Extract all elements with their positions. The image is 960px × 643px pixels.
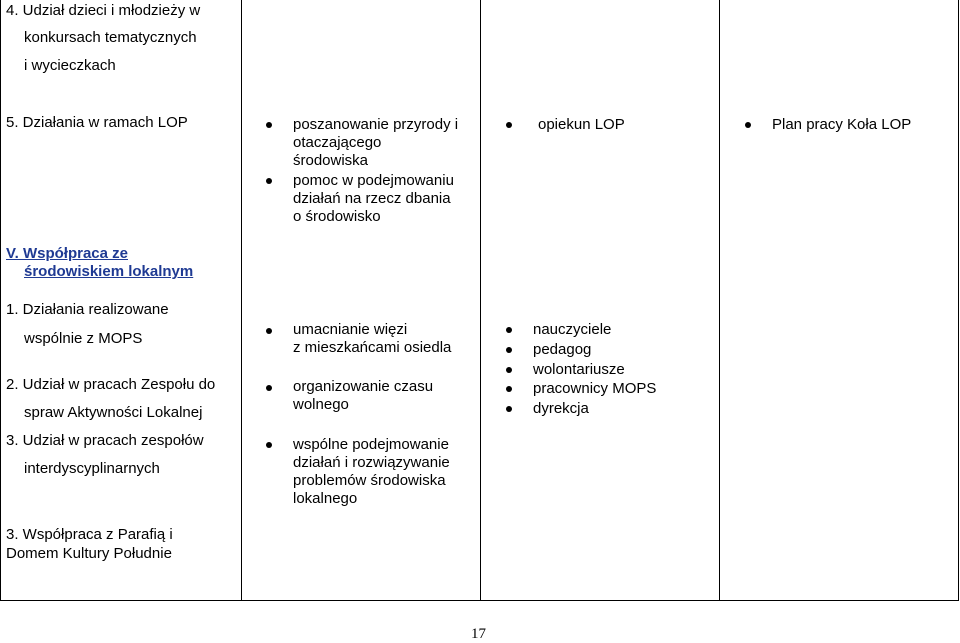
item5-label: 5. Działania w ramach LOP <box>6 114 188 131</box>
bullet-icon <box>266 442 272 448</box>
bullet-icon <box>266 122 272 128</box>
env-goal-3-line3: problemów środowiska <box>293 472 446 489</box>
sub1-line1: 1. Działania realizowane <box>6 301 169 318</box>
bullet-icon <box>266 178 272 184</box>
sub3-line1: 3. Udział w pracach zespołów <box>6 432 204 449</box>
bullet-icon <box>506 386 512 392</box>
env-goal-1-line1: umacnianie więzi <box>293 321 408 338</box>
item4-line2: konkursach tematycznych <box>24 29 197 46</box>
column-divider-2 <box>480 0 481 601</box>
table-border-left <box>0 0 1 601</box>
bullet-icon <box>745 122 751 128</box>
lop-goal-2-line3: o środowisko <box>293 208 381 225</box>
bullet-icon <box>266 328 272 334</box>
lop-responsible: opiekun LOP <box>538 116 625 133</box>
env-partner-5: dyrekcja <box>533 400 589 417</box>
bullet-icon <box>506 327 512 333</box>
lop-plan: Plan pracy Koła LOP <box>772 116 912 133</box>
table-border-right <box>958 0 959 601</box>
bullet-icon <box>506 406 512 412</box>
env-goal-2-line2: wolnego <box>293 396 349 413</box>
sub2-line1: 2. Udział w pracach Zespołu do <box>6 376 216 393</box>
env-goal-3-line1: wspólne podejmowanie <box>293 436 449 453</box>
bullet-icon <box>506 367 512 373</box>
bullet-icon <box>266 385 272 391</box>
sub3-line2: interdyscyplinarnych <box>24 460 160 477</box>
lop-goal-1-line3: środowiska <box>293 152 369 169</box>
env-goal-3-line4: lokalnego <box>293 490 358 507</box>
lop-goal-2-line2: działań na rzecz dbania <box>293 190 451 207</box>
env-partner-3: wolontariusze <box>533 361 625 378</box>
sub3b-line2: Domem Kultury Południe <box>6 545 172 562</box>
column-divider-3 <box>719 0 720 601</box>
item4-line3: i wycieczkach <box>24 57 116 74</box>
sub2-line2: spraw Aktywności Lokalnej <box>24 404 203 421</box>
env-partner-2: pedagog <box>533 341 592 358</box>
section-v-heading-line2: środowiskiem lokalnym <box>24 263 194 280</box>
env-goal-1-line2: z mieszkańcami osiedla <box>293 339 452 356</box>
env-goal-2-line1: organizowanie czasu <box>293 378 434 395</box>
item4-line1: 4. Udział dzieci i młodzieży w <box>6 2 201 19</box>
sub3b-line1: 3. Współpraca z Parafią i <box>6 526 173 543</box>
env-partner-4: pracownicy MOPS <box>533 380 657 397</box>
env-goal-3-line2: działań i rozwiązywanie <box>293 454 450 471</box>
section-v-heading-line1: V. Współpraca ze <box>6 245 128 262</box>
lop-goal-1-line1: poszanowanie przyrody i <box>293 116 459 133</box>
column-divider-1 <box>241 0 242 601</box>
lop-goal-2-line1: pomoc w podejmowaniu <box>293 172 454 189</box>
page-number: 17 <box>471 626 486 642</box>
env-partner-1: nauczyciele <box>533 321 612 338</box>
lop-goal-1-line2: otaczającego <box>293 134 382 151</box>
bullet-icon <box>506 347 512 353</box>
sub1-line2: wspólnie z MOPS <box>24 330 143 347</box>
bullet-icon <box>506 122 512 128</box>
